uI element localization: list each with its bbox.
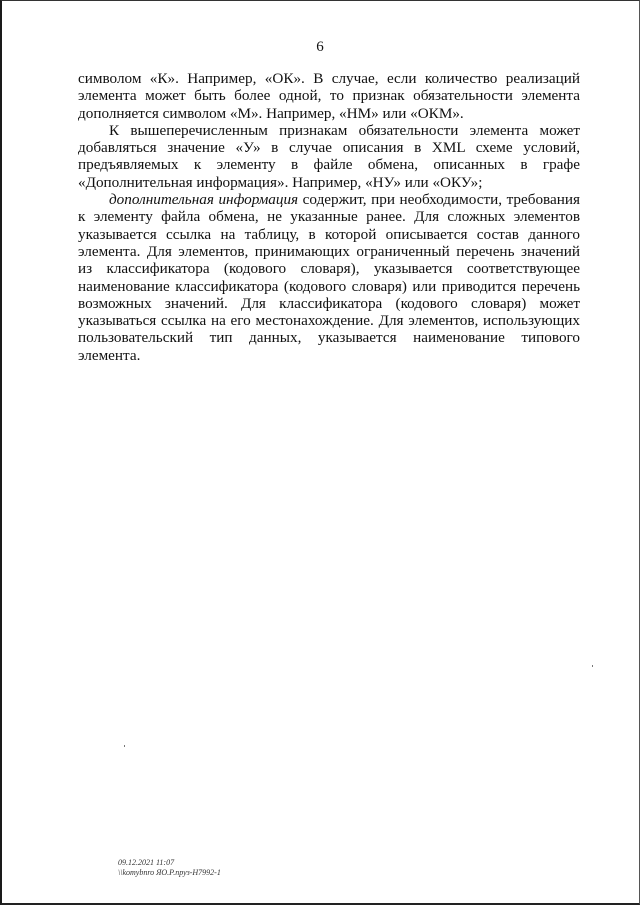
paragraph-3 xyxy=(78,191,580,364)
page-number: 6 xyxy=(316,39,324,55)
scan-speck xyxy=(592,665,593,667)
scan-speck xyxy=(124,745,125,747)
footer-file-path: \\komybnro ЯО.Р.пруз-Н7992-1 xyxy=(118,868,221,877)
print-footer xyxy=(118,858,221,878)
document-body xyxy=(78,70,580,364)
paragraph-2: К вышеперечисленным признакам обязательности элемента может добавляться значение «У» в случае описания в XML схеме условий, предъявляемых к элементу в файле обмена, описанных в графе «Дополнительная информация». Например, «НУ» или «ОКУ»; xyxy=(78,121,580,191)
paragraph-1: символом «К». Например, «ОК». В случае, если количество реализаций элемента может быть более одной, то признак обязательности элемента дополняется символом «М». Например, «НМ» или «ОКМ». xyxy=(78,70,580,122)
paragraph-3-term: дополнительная информация xyxy=(109,191,299,209)
paragraph-3-text: содержит, при необходимости, требования к элементу файла обмена, не указанные ранее. Для сложных элементов указывается ссылка на таблицу, в которой описывается состав данного элемента. Для элементов, принимающих ограниченный перечень значений из классификатора (кодового словаря), указывается соответствующее наименование классификатора (кодового словаря) или приводится перечень возможных значений. Для классификатора (кодового словаря) может указываться ссылка на его местонахождение. Для элементов, использующих пользовательский тип данных, указывается наименование типового элемента. xyxy=(78,191,580,364)
footer-timestamp: 09.12.2021 11:07 xyxy=(118,858,175,867)
